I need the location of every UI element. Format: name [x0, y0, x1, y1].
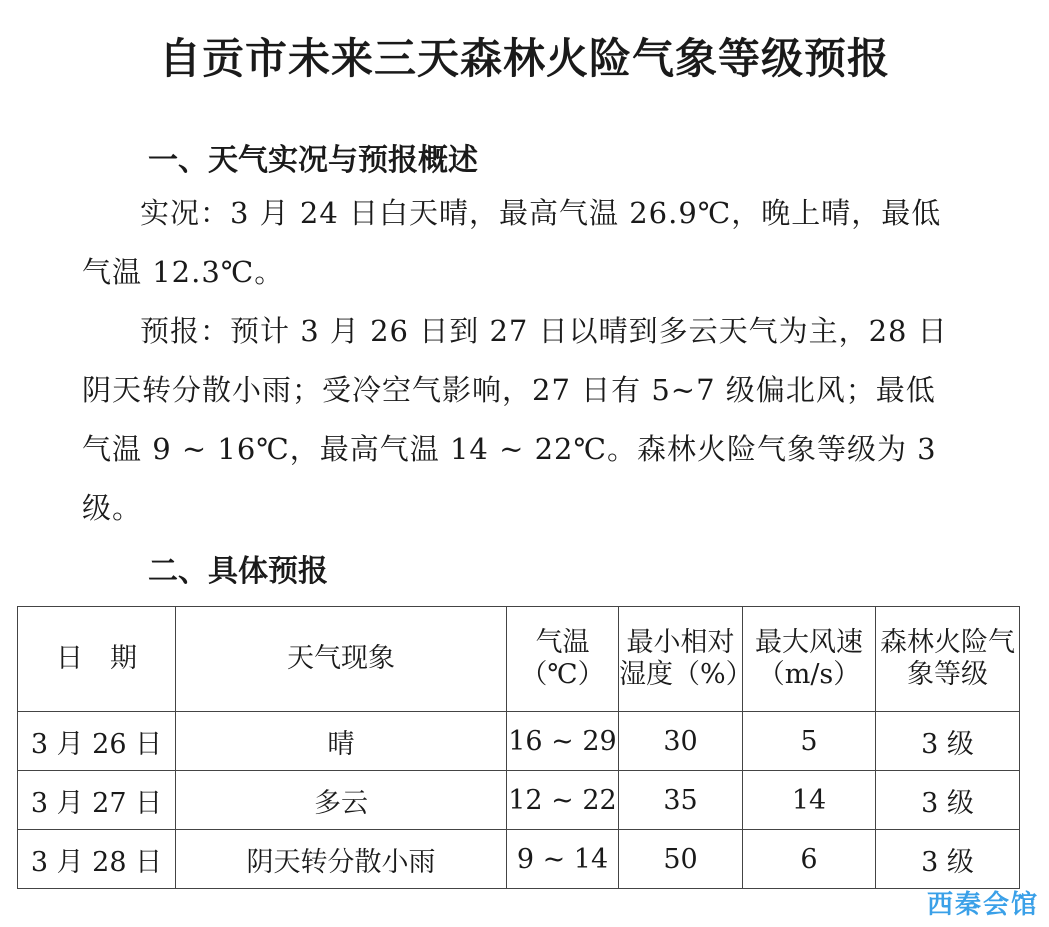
cell-temperature: 12 ~ 22 [507, 771, 619, 830]
cell-fire-level: 3 级 [876, 712, 1020, 771]
observation-paragraph: 实况：3 月 24 日白天晴，最高气温 26.9℃，晚上晴，最低气温 12.3℃。 [82, 196, 942, 289]
section-heading-detail: 二、具体预报 [148, 554, 328, 589]
cell-weather: 多云 [176, 771, 507, 830]
forecast-paragraph: 预报：预计 3 月 26 日到 27 日以晴到多云天气为主，28 日阴天转分散小雨；受冷空气影响，27 日有 5~7 级偏北风；最低气温 9 ~ 16℃，最高气温 14 ~ 22℃。森林火险气象等级为 3 级。 [82, 314, 948, 525]
cell-wind-speed: 14 [743, 771, 876, 830]
table-header-row [18, 607, 1020, 712]
cell-weather: 晴 [176, 712, 507, 771]
header-date: 日 期 [18, 607, 176, 712]
table-row [18, 771, 1020, 830]
header-humidity: 最小相对湿度（%） [619, 607, 743, 712]
cell-weather: 阴天转分散小雨 [176, 830, 507, 889]
header-temperature: 气温（℃） [507, 607, 619, 712]
cell-humidity: 50 [619, 830, 743, 889]
table-row [18, 830, 1020, 889]
section-heading-overview: 一、天气实况与预报概述 [148, 143, 478, 178]
cell-date: 3 月 28 日 [18, 830, 176, 889]
watermark-logo: 西秦会馆 [926, 890, 1039, 920]
cell-temperature: 9 ~ 14 [507, 830, 619, 889]
cell-humidity: 30 [619, 712, 743, 771]
cell-date: 3 月 26 日 [18, 712, 176, 771]
header-weather: 天气现象 [176, 607, 507, 712]
header-fire-level: 森林火险气象等级 [876, 607, 1020, 712]
cell-temperature: 16 ~ 29 [507, 712, 619, 771]
header-wind-speed: 最大风速（m/s） [743, 607, 876, 712]
cell-fire-level: 3 级 [876, 771, 1020, 830]
table-row [18, 712, 1020, 771]
cell-humidity: 35 [619, 771, 743, 830]
cell-wind-speed: 5 [743, 712, 876, 771]
cell-wind-speed: 6 [743, 830, 876, 889]
cell-date: 3 月 27 日 [18, 771, 176, 830]
document-title: 自贡市未来三天森林火险气象等级预报 [158, 34, 890, 83]
forecast-table [17, 606, 1020, 889]
cell-fire-level: 3 级 [876, 830, 1020, 889]
